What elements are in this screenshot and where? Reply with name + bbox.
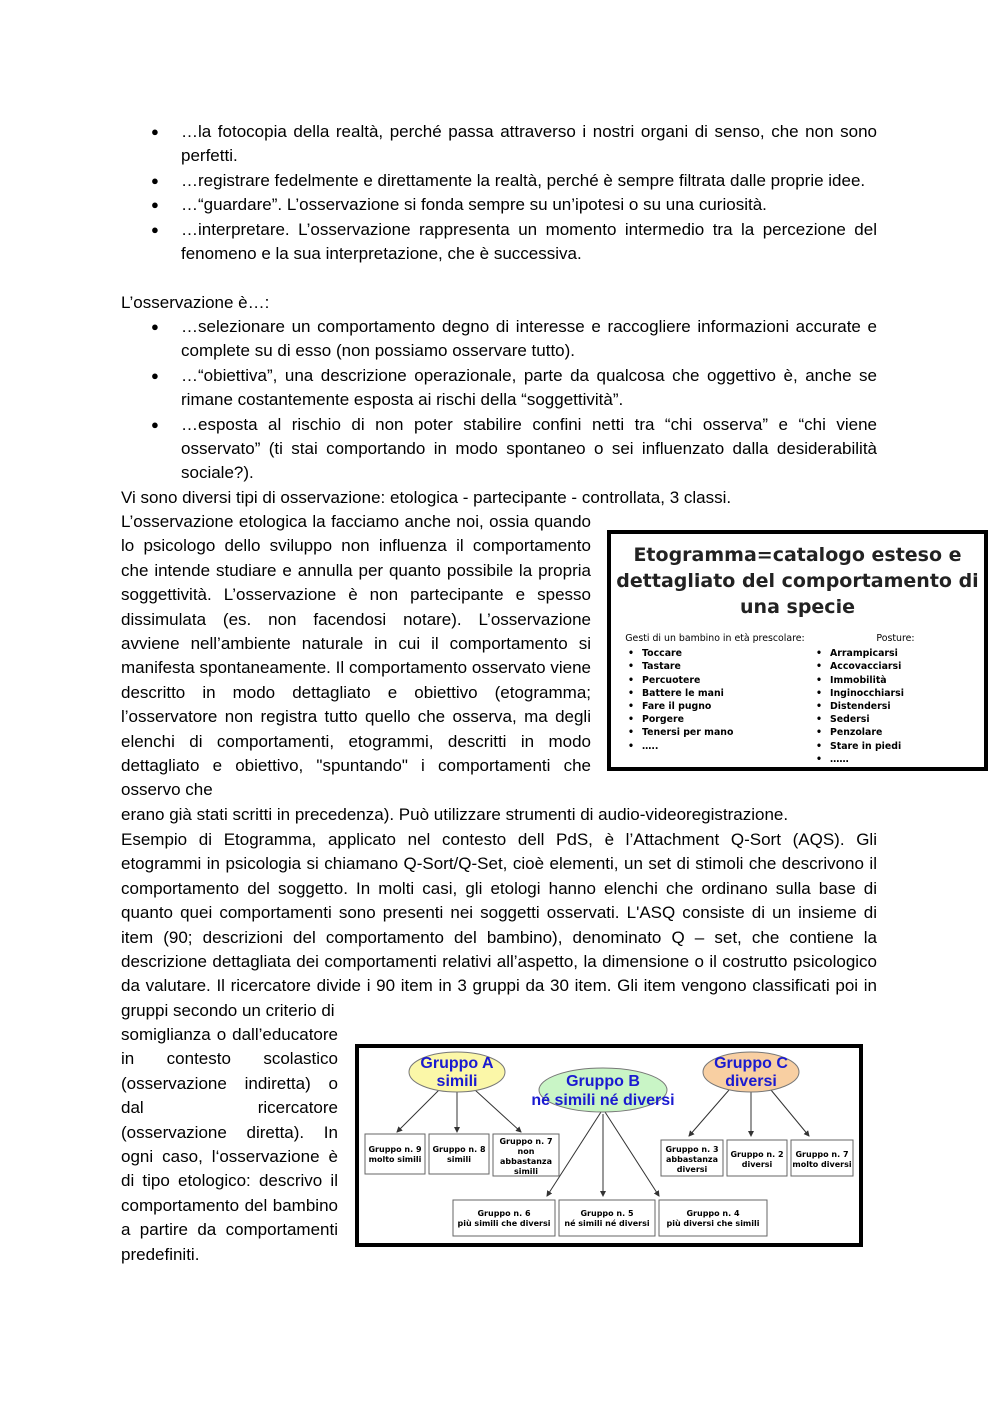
svg-text:Gruppo n. 4: Gruppo n. 4 [686,1209,740,1218]
bullet-icon: ● [151,221,159,237]
list-item: • Immobilità [816,674,887,686]
bullet-icon: ● [151,416,159,432]
svg-text:simili: simili [446,1155,472,1164]
svg-text:molto diversi: molto diversi [792,1160,852,1169]
group-box-7-a [493,1134,559,1176]
asq-paragraph-continued: somiglianza o dall’educatore in contesto scolastico (osservazione indiretta) o dal ricercatore (osservazione diretta). In ogni caso, l‘osservazione è di tipo etologico: descrivo il comportamento del bambino a partire da comportamenti predefiniti. [121,1025,338,1264]
list-item: • ….. [628,740,659,752]
group-a-title: Gruppo A [420,1055,494,1072]
list-item: ● …la fotocopia della realtà, perché passa attraverso i nostri organi di senso, che non sono perfetti. [151,122,877,166]
list-item: ● …“obiettiva”, una descrizione operazionale, parte da qualcosa che oggettivo è, anche se rimane costantemente esposta ai rischi della “soggettività”. [151,365,877,410]
svg-text:né simili né diversi: né simili né diversi [564,1219,650,1228]
list-item: • Toccare [628,648,683,660]
svg-text:diversi: diversi [741,1160,773,1169]
posture-list [813,632,978,766]
group-b-subtitle: né simili né diversi [531,1092,675,1109]
svg-text:Gruppo n. 7: Gruppo n. 7 [499,1137,553,1146]
list-item: ● …“guardare”. L’osservazione si fonda sempre su un’ipotesi o su una curiosità. [121,193,877,217]
observation-types: Vi sono diversi tipi di osservazione: etologica - partecipante - controllata, 3 classi. [121,488,732,507]
etologica-paragraph: L’osservazione etologica la facciamo anche noi, ossia quando lo psicologo dello sviluppo non influenza il comportamento che intende studiare e annulla per quanto possibile la propria soggettività. L’osservazione è non partecipante e spesso dissimulata (es. non facendosi notare). L’osservazione avviene nell’ambiente naturale in cui il comportamento si manifesta spontaneamente. Il comportamento osservato viene descritto in modo dettagliato e obiettivo (etogramma; l’osservatore non registra tutto quello che osserva, ma degli elenchi di comportamenti, etogrammi, descritti in modo dettagliato e obiettivo, "spuntando" i comportamenti che osservo che [121,512,591,800]
svg-text:più diversi che simili: più diversi che simili [666,1219,760,1228]
group-c-title: Gruppo C [714,1055,788,1072]
bullet-icon: ● [151,197,159,213]
group-box-8 [429,1134,489,1174]
list-item: ● …registrare fedelmente e direttamente la realtà, perché è sempre filtrata dalle proprie idee. [121,169,877,193]
etologica-paragraph-end: erano già stati scritti in precedenza). Può utilizzare strumenti di audio-videoregistrazione. [121,805,789,824]
group-box-3 [661,1140,723,1176]
list-item: • Stare in piedi [816,740,902,752]
list-item: • Tastare [628,661,681,673]
list-item: • Percuotere [628,674,701,686]
group-b-title: Gruppo B [566,1073,640,1090]
list-item: • Battere le mani [628,687,724,699]
group-box-4 [659,1200,767,1236]
bullet-list-not-observation [121,120,877,266]
group-box-9 [365,1134,425,1174]
list-item: ● …selezionare un comportamento degno di interesse e raccogliere informazioni accurate e complete su di esso (non possiamo osservare tutto). [151,317,877,361]
bullet-list-observation [121,315,877,486]
bullet-icon: ● [151,172,159,188]
observation-intro: L’osservazione è…: [121,293,270,312]
gesture-list [625,632,805,753]
svg-text:abbastanza: abbastanza [666,1155,718,1164]
bullet-icon: ● [151,367,159,383]
list-item: ● …interpretare. L’osservazione rappresenta un momento intermedio tra la percezione del fenomeno e la sua interpretazione, che è successiva. [151,219,877,264]
svg-text:Gruppo n. 6: Gruppo n. 6 [477,1209,531,1218]
group-box-2 [727,1140,787,1176]
list-item: • Penzolare [816,727,883,739]
svg-text:molto simili: molto simili [368,1155,422,1164]
list-item: • Sedersi [816,714,870,726]
groups-diagram-svg [359,1048,859,1243]
svg-text:Gruppo n. 3: Gruppo n. 3 [665,1145,719,1154]
group-box-7-c [791,1140,853,1176]
list-item: ● …esposta al rischio di non poter stabilire confini netti tra “chi osserva” e “chi viene osservato” (ti stai comportando in modo spontaneo o sei influenzato dalla desiderabilità sociale?). [151,414,877,483]
list-item: • …… [816,753,849,765]
list-item: • Tenersi per mano [628,727,734,739]
etogramma-title: Etogramma=catalogo esteso e dettagliato del comportamento di una specie [616,544,979,618]
svg-text:Gruppo n. 5: Gruppo n. 5 [580,1209,634,1218]
asq-paragraph: Esempio di Etogramma, applicato nel contesto dell PdS, è l’Attachment Q-Sort (AQS). Gli etogrammi in psicologia si chiamano Q-Sort/Q-Set, cioè elementi, un set di stimoli che descrivono il comportamento del soggetto. In molti casi, gli etologi hanno elenchi che ordinano sulla base di quanto quei comportamenti sono presenti nei soggetti osservati. L'ASQ consiste di un insieme di item (90; descrizioni del comportamento del bambino), denominato Q – set, che contiene la descrizione dettagliata dei comportamenti relativi all’aspetto, la dimensione o il costrutto psicologico da valutare. Il ricercatore divide i 90 item in 3 gruppi da 30 item. Gli item vengono classificati poi in gruppi secondo un criterio di [121,830,877,1020]
list-item: • Fare il pugno [628,701,712,713]
svg-text:diversi: diversi [676,1165,708,1174]
list-item: • Accovacciarsi [816,661,902,673]
bullet-icon: ● [151,319,159,334]
list-item: • Distendersi [816,701,891,713]
svg-text:Gruppo n. 8: Gruppo n. 8 [432,1145,486,1154]
svg-text:più simili che diversi: più simili che diversi [457,1219,551,1228]
svg-text:non: non [517,1147,535,1156]
svg-text:simili: simili [513,1167,539,1176]
list-item: • Porgere [628,714,684,726]
list-item: • Arrampicarsi [816,648,898,660]
posture-list-header: Posture: [876,633,915,644]
bullet-icon: ● [151,124,159,139]
group-c-subtitle: diversi [725,1073,777,1090]
group-box-6 [453,1200,555,1236]
svg-text:Gruppo n. 9: Gruppo n. 9 [368,1145,422,1154]
svg-text:Gruppo n. 2: Gruppo n. 2 [730,1150,784,1159]
gesture-list-header: Gesti di un bambino in età prescolare: [625,633,805,644]
q-sort-groups-diagram [355,1044,863,1247]
list-item: • Inginocchiarsi [816,687,904,699]
svg-text:abbastanza: abbastanza [500,1157,552,1166]
group-box-5 [559,1200,655,1236]
etogramma-figure [607,530,988,771]
group-a-subtitle: simili [436,1073,478,1090]
svg-text:Gruppo n. 7: Gruppo n. 7 [795,1150,849,1159]
